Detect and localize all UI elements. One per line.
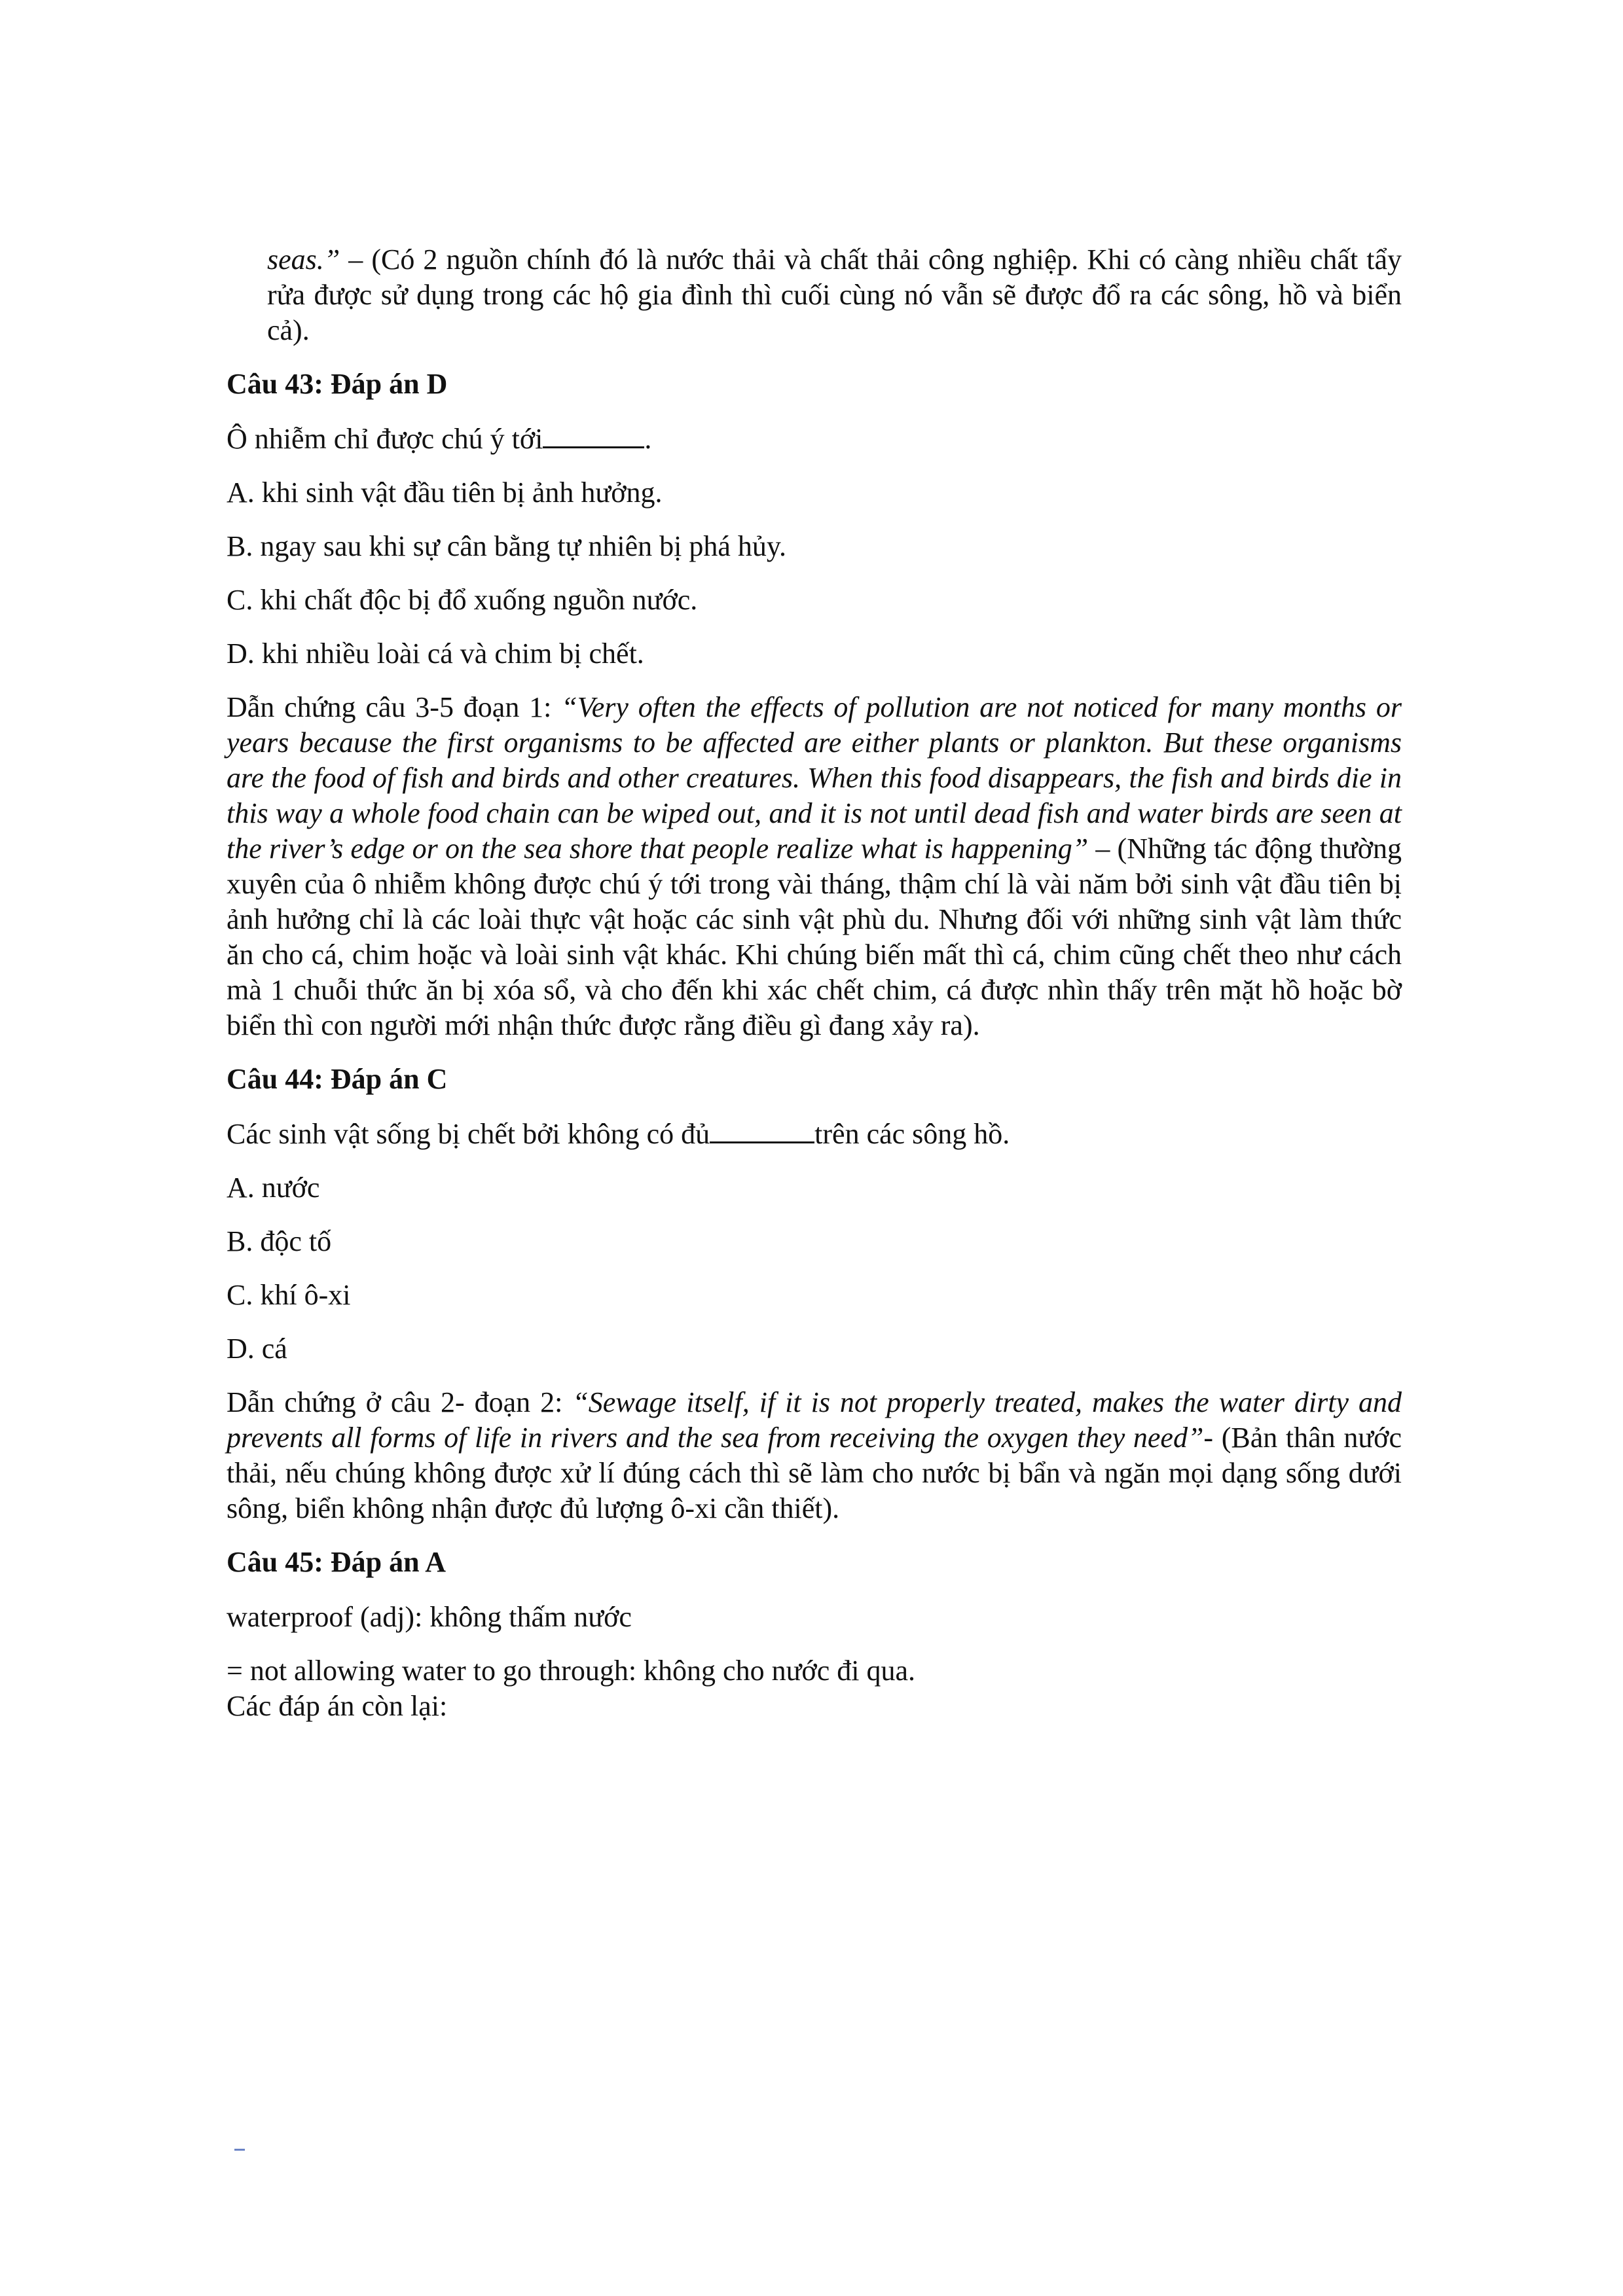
intro-translation: – (Có 2 nguồn chính đó là nước thải và chất thải công nghiệp. Khi có càng nhiều chất tẩy rửa được sử dụng trong các hộ gia đình thì cuối cùng nó vẫn sẽ được đổ ra các sông, hồ và biển cả). xyxy=(267,243,1402,346)
q45-meaning: = not allowing water to go through: không cho nước đi qua. xyxy=(227,1655,915,1687)
q44-evidence xyxy=(227,1385,1402,1526)
q45-remaining-options: Các đáp án còn lại: xyxy=(227,1690,448,1722)
q44-blank xyxy=(710,1121,814,1143)
q43-option-d: D. khi nhiều loài cá và chim bị chết. xyxy=(227,637,644,670)
q44-stem-before: Các sinh vật sống bị chết bởi không có đủ xyxy=(227,1118,710,1150)
q43-stem-after: . xyxy=(644,423,652,455)
q44-evidence-quote: “Sewage itself, if it is not properly treated, makes the water dirty and prevents all forms of life in rivers and the sea from receiving the oxygen they need” xyxy=(227,1386,1402,1454)
q43-option-c: C. khi chất độc bị đổ xuống nguồn nước. xyxy=(227,584,698,616)
q43-option-a: A. khi sinh vật đầu tiên bị ảnh hưởng. xyxy=(227,476,663,509)
q43-evidence-quote: “Very often the effects of pollution are not noticed for many months or years because the first organisms to be affected are either plants or plankton. But these organisms are the food of fish and birds and other creatures. When this food disappears, the fish and birds die in this way a whole food chain can be wiped out, and it is not until dead fish and water birds are seen at the river’s edge or on the sea shore that people realize what is happening” xyxy=(227,691,1402,865)
q45-heading: Câu 45: Đáp án A xyxy=(227,1546,446,1578)
q43-stem xyxy=(227,422,1402,457)
q44-option-d: D. cá xyxy=(227,1333,287,1365)
q43-evidence xyxy=(227,690,1402,1043)
footer-mark xyxy=(234,2149,245,2156)
q43-heading: Câu 43: Đáp án D xyxy=(227,368,448,400)
q43-evidence-translation: – (Những tác động thường xuyên của ô nhiễm không được chú ý tới trong vài tháng, thậm chí là vài năm bởi sinh vật đầu tiên bị ảnh hưởng chỉ là các loài thực vật hoặc các sinh vật phù du. Nhưng đối với những sinh vật làm thức ăn cho cá, chim hoặc và loài sinh vật khác. Khi chúng biến mất thì cá, chim cũng chết theo như cách mà 1 chuỗi thức ăn bị xóa sổ, và cho đến khi xác chết chim, cá được nhìn thấy trên mặt hồ hoặc bờ biển thì con người mới nhận thức được rằng điều gì đang xảy ra). xyxy=(227,833,1402,1041)
q44-heading: Câu 44: Đáp án C xyxy=(227,1063,448,1095)
q43-evidence-label: Dẫn chứng câu 3-5 đoạn 1: xyxy=(227,691,562,723)
q44-option-a: A. nước xyxy=(227,1172,320,1204)
q43-blank xyxy=(543,425,644,448)
page-content xyxy=(227,242,1402,1724)
intro-quote-end: seas.” xyxy=(267,243,340,276)
q44-option-c: C. khí ô-xi xyxy=(227,1279,351,1311)
q43-option-b: B. ngay sau khi sự cân bằng tự nhiên bị phá hủy. xyxy=(227,530,787,562)
q44-stem-after: trên các sông hồ. xyxy=(814,1118,1010,1150)
q45-definition: waterproof (adj): không thấm nước xyxy=(227,1601,632,1633)
q43-stem-before: Ô nhiễm chỉ được chú ý tới xyxy=(227,423,543,455)
intro-paragraph xyxy=(227,242,1402,348)
q44-stem xyxy=(227,1117,1402,1152)
q44-evidence-label: Dẫn chứng ở câu 2- đoạn 2: xyxy=(227,1386,573,1418)
q44-option-b: B. độc tố xyxy=(227,1225,332,1257)
q44-evidence-translation: - (Bản thân nước thải, nếu chúng không được xử lí đúng cách thì sẽ làm cho nước bị bẩn và ngăn mọi dạng sống dưới sông, biển không nhận được đủ lượng ô-xi cần thiết). xyxy=(227,1422,1402,1524)
